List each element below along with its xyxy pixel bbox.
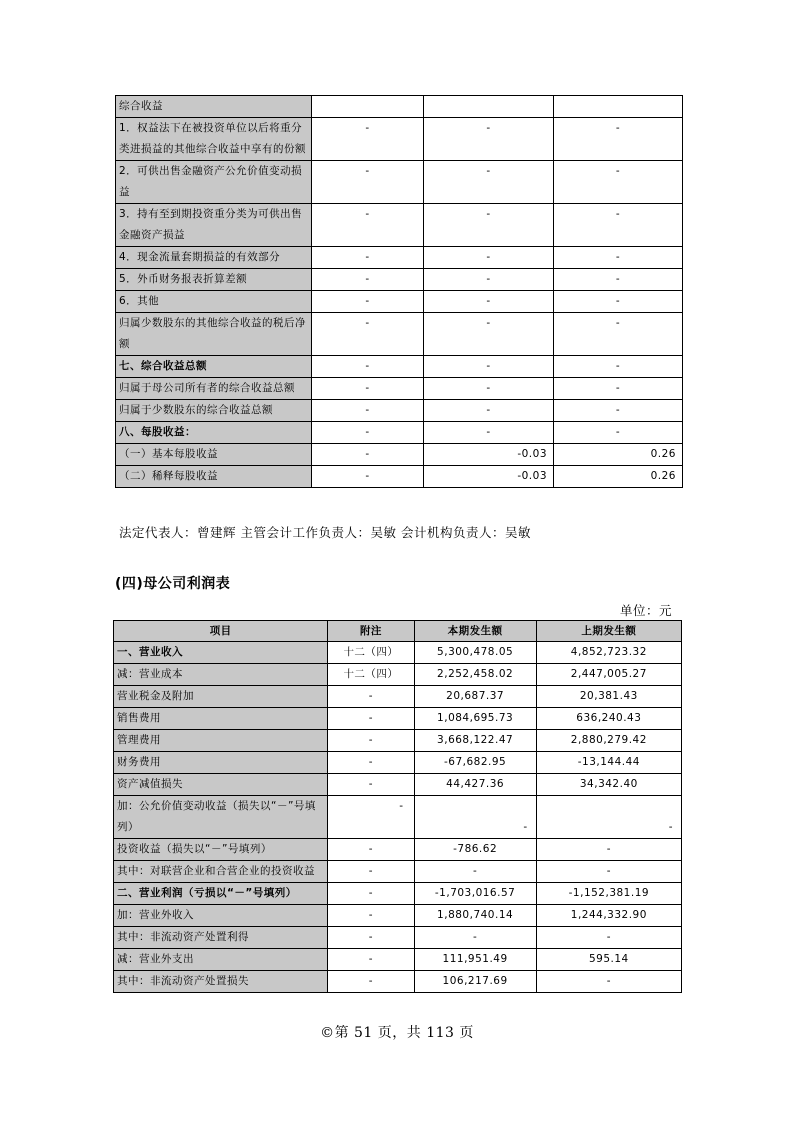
table-row bbox=[116, 247, 683, 269]
cell-value: - bbox=[424, 291, 554, 313]
row-label: 七、综合收益总额 bbox=[116, 356, 312, 378]
prior-period-cell: 1,244,332.90 bbox=[536, 905, 681, 927]
table-row bbox=[114, 861, 682, 883]
signature-line: 法定代表人：曾建辉 主管会计工作负责人：吴敏 会计机构负责人：吴敏 bbox=[119, 525, 531, 540]
note-cell: - bbox=[328, 927, 414, 949]
cell-value: - bbox=[554, 204, 683, 247]
row-label: 2．可供出售金融资产公允价值变动损益 bbox=[116, 161, 312, 204]
note-cell: - bbox=[328, 861, 414, 883]
cell-value: -0.03 bbox=[424, 444, 554, 466]
note-cell: - bbox=[328, 949, 414, 971]
cell-value: - bbox=[554, 291, 683, 313]
cell-value: - bbox=[554, 269, 683, 291]
table-row bbox=[114, 949, 682, 971]
row-label: 归属少数股东的其他综合收益的税后净额 bbox=[116, 313, 312, 356]
table-row bbox=[114, 752, 682, 774]
row-label: 其中：非流动资产处置利得 bbox=[114, 927, 328, 949]
table-row bbox=[116, 400, 683, 422]
current-period-cell: 20,687.37 bbox=[414, 686, 536, 708]
note-cell: - bbox=[328, 752, 414, 774]
current-period-cell: -1,703,016.57 bbox=[414, 883, 536, 905]
table-row bbox=[114, 839, 682, 861]
prior-period-cell: -1,152,381.19 bbox=[536, 883, 681, 905]
current-period-cell: - bbox=[414, 796, 536, 839]
prior-period-cell: 2,447,005.27 bbox=[536, 664, 681, 686]
table-row bbox=[116, 161, 683, 204]
note-cell: - bbox=[328, 730, 414, 752]
row-label: 3．持有至到期投资重分类为可供出售金融资产损益 bbox=[116, 204, 312, 247]
cell-value: - bbox=[312, 400, 424, 422]
row-label: 5．外币财务报表折算差额 bbox=[116, 269, 312, 291]
table-row bbox=[114, 905, 682, 927]
table-row bbox=[114, 774, 682, 796]
cell-value: - bbox=[312, 161, 424, 204]
row-label: 4．现金流量套期损益的有效部分 bbox=[116, 247, 312, 269]
cell-value: -0.03 bbox=[424, 466, 554, 488]
row-label: （一）基本每股收益 bbox=[116, 444, 312, 466]
page-footer: ©第 51 页，共 113 页 bbox=[320, 1025, 474, 1041]
row-label: 其中：非流动资产处置损失 bbox=[114, 971, 328, 993]
cell-value: - bbox=[554, 422, 683, 444]
unit-label: 单位：元 bbox=[620, 603, 673, 618]
table-row bbox=[116, 422, 683, 444]
prior-period-cell: 34,342.40 bbox=[536, 774, 681, 796]
current-period-cell: -67,682.95 bbox=[414, 752, 536, 774]
cell-value: - bbox=[424, 356, 554, 378]
table-row bbox=[116, 466, 683, 488]
table-row bbox=[116, 313, 683, 356]
table-row bbox=[114, 664, 682, 686]
prior-period-cell: 595.14 bbox=[536, 949, 681, 971]
cell-value: - bbox=[554, 118, 683, 161]
row-label: 营业税金及附加 bbox=[114, 686, 328, 708]
prior-period-cell: - bbox=[536, 839, 681, 861]
prior-period-cell: 636,240.43 bbox=[536, 708, 681, 730]
cell-value: - bbox=[312, 269, 424, 291]
note-cell: - bbox=[328, 796, 414, 839]
cell-value: - bbox=[424, 247, 554, 269]
current-period-cell: 1,084,695.73 bbox=[414, 708, 536, 730]
row-label: 减：营业外支出 bbox=[114, 949, 328, 971]
cell-value: - bbox=[312, 118, 424, 161]
cell-value: - bbox=[312, 378, 424, 400]
table-row bbox=[116, 378, 683, 400]
row-label: 八、每股收益： bbox=[116, 422, 312, 444]
prior-period-cell: - bbox=[536, 861, 681, 883]
row-label: 归属于母公司所有者的综合收益总额 bbox=[116, 378, 312, 400]
cell-value: - bbox=[312, 313, 424, 356]
current-period-cell: 3,668,122.47 bbox=[414, 730, 536, 752]
table-header-row bbox=[114, 621, 682, 642]
column-header: 本期发生额 bbox=[414, 621, 536, 642]
cell-value: - bbox=[424, 118, 554, 161]
cell-value: - bbox=[424, 204, 554, 247]
note-cell: - bbox=[328, 971, 414, 993]
current-period-cell: 2,252,458.02 bbox=[414, 664, 536, 686]
current-period-cell: 5,300,478.05 bbox=[414, 642, 536, 664]
cell-value: - bbox=[312, 422, 424, 444]
cell-value: - bbox=[424, 313, 554, 356]
row-label: （二）稀释每股收益 bbox=[116, 466, 312, 488]
row-label: 减：营业成本 bbox=[114, 664, 328, 686]
prior-period-cell: 2,880,279.42 bbox=[536, 730, 681, 752]
table-row bbox=[114, 708, 682, 730]
cell-value: - bbox=[312, 466, 424, 488]
section-title: (四)母公司利润表 bbox=[115, 576, 231, 592]
cell-value: - bbox=[312, 291, 424, 313]
cell-value bbox=[312, 96, 424, 118]
cell-value: - bbox=[554, 313, 683, 356]
current-period-cell: - bbox=[414, 927, 536, 949]
row-label: 资产减值损失 bbox=[114, 774, 328, 796]
cell-value bbox=[554, 96, 683, 118]
cell-value: - bbox=[424, 378, 554, 400]
table-row bbox=[114, 927, 682, 949]
cell-value: 0.26 bbox=[554, 466, 683, 488]
table-row bbox=[114, 883, 682, 905]
note-cell: 十二（四） bbox=[328, 664, 414, 686]
table-row bbox=[114, 730, 682, 752]
prior-period-cell: 20,381.43 bbox=[536, 686, 681, 708]
table-row bbox=[114, 642, 682, 664]
row-label: 一、营业收入 bbox=[114, 642, 328, 664]
table-row bbox=[116, 444, 683, 466]
cell-value: 0.26 bbox=[554, 444, 683, 466]
row-label: 其中：对联营企业和合营企业的投资收益 bbox=[114, 861, 328, 883]
note-cell: 十二（四） bbox=[328, 642, 414, 664]
current-period-cell: 106,217.69 bbox=[414, 971, 536, 993]
note-cell: - bbox=[328, 905, 414, 927]
row-label: 加：公允价值变动收益（损失以“－”号填列） bbox=[114, 796, 328, 839]
row-label: 综合收益 bbox=[116, 96, 312, 118]
column-header: 上期发生额 bbox=[536, 621, 681, 642]
cell-value: - bbox=[554, 400, 683, 422]
prior-period-cell: - bbox=[536, 971, 681, 993]
parent-income-statement-table bbox=[113, 620, 682, 993]
cell-value: - bbox=[554, 247, 683, 269]
row-label: 财务费用 bbox=[114, 752, 328, 774]
table-row bbox=[116, 96, 683, 118]
cell-value: - bbox=[312, 444, 424, 466]
table-row bbox=[116, 291, 683, 313]
row-label: 销售费用 bbox=[114, 708, 328, 730]
current-period-cell: - bbox=[414, 861, 536, 883]
cell-value: - bbox=[312, 356, 424, 378]
table-row bbox=[114, 686, 682, 708]
note-cell: - bbox=[328, 883, 414, 905]
cell-value: - bbox=[554, 161, 683, 204]
cell-value: - bbox=[424, 269, 554, 291]
cell-value: - bbox=[554, 356, 683, 378]
cell-value: - bbox=[312, 204, 424, 247]
prior-period-cell: - bbox=[536, 796, 681, 839]
table-row bbox=[114, 971, 682, 993]
row-label: 6．其他 bbox=[116, 291, 312, 313]
note-cell: - bbox=[328, 708, 414, 730]
cell-value: - bbox=[424, 422, 554, 444]
row-label: 管理费用 bbox=[114, 730, 328, 752]
column-header: 附注 bbox=[328, 621, 414, 642]
current-period-cell: 111,951.49 bbox=[414, 949, 536, 971]
prior-period-cell: - bbox=[536, 927, 681, 949]
prior-period-cell: 4,852,723.32 bbox=[536, 642, 681, 664]
cell-value: - bbox=[554, 378, 683, 400]
cell-value: - bbox=[424, 400, 554, 422]
row-label: 投资收益（损失以“－”号填列） bbox=[114, 839, 328, 861]
note-cell: - bbox=[328, 839, 414, 861]
table-row bbox=[114, 796, 682, 839]
cell-value: - bbox=[312, 247, 424, 269]
table-row bbox=[116, 118, 683, 161]
note-cell: - bbox=[328, 686, 414, 708]
table-row bbox=[116, 269, 683, 291]
current-period-cell: 1,880,740.14 bbox=[414, 905, 536, 927]
column-header: 项目 bbox=[114, 621, 328, 642]
current-period-cell: -786.62 bbox=[414, 839, 536, 861]
table-row bbox=[116, 204, 683, 247]
prior-period-cell: -13,144.44 bbox=[536, 752, 681, 774]
row-label: 1．权益法下在被投资单位以后将重分类进损益的其他综合收益中享有的份额 bbox=[116, 118, 312, 161]
table-row bbox=[116, 356, 683, 378]
row-label: 归属于少数股东的综合收益总额 bbox=[116, 400, 312, 422]
comprehensive-income-table bbox=[115, 95, 683, 488]
row-label: 二、营业利润（亏损以“－”号填列） bbox=[114, 883, 328, 905]
current-period-cell: 44,427.36 bbox=[414, 774, 536, 796]
note-cell: - bbox=[328, 774, 414, 796]
row-label: 加：营业外收入 bbox=[114, 905, 328, 927]
cell-value: - bbox=[424, 161, 554, 204]
cell-value bbox=[424, 96, 554, 118]
